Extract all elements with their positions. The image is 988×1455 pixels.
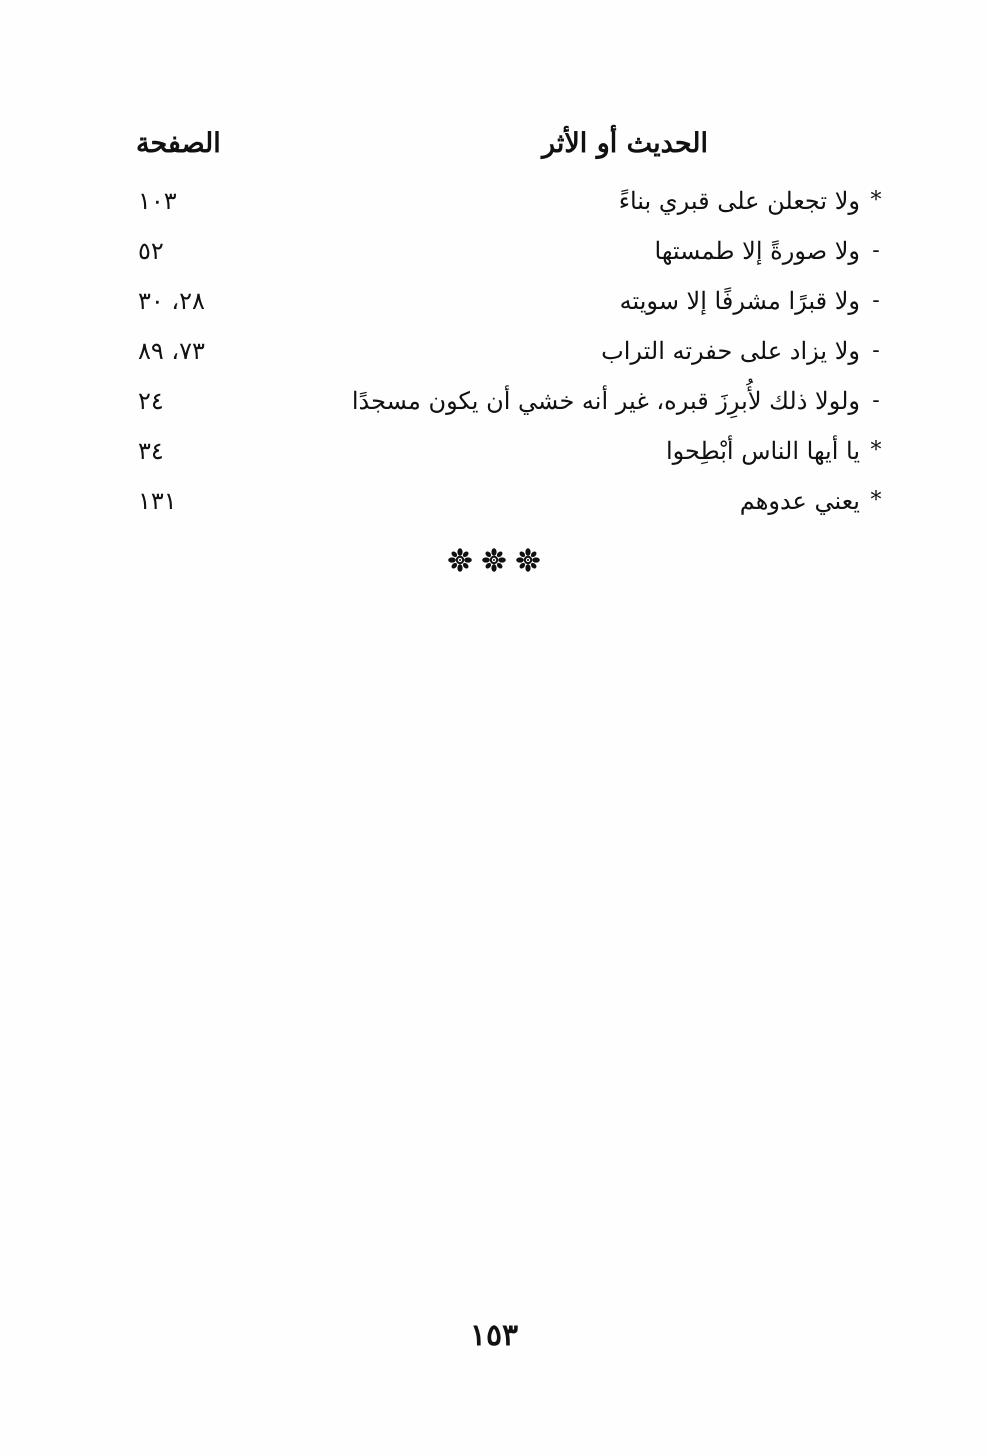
hadith-text: يعني عدوهم [739, 487, 860, 515]
section-divider [0, 548, 988, 572]
page-reference: ٧٣، ٨٩ [138, 337, 205, 365]
row-marker: - [872, 238, 880, 263]
index-row [0, 182, 988, 232]
row-marker: - [872, 288, 880, 313]
page-reference: ١٠٣ [138, 187, 177, 215]
hadith-text: ولا قبرًا مشرفًا إلا سويته [619, 287, 860, 315]
row-marker: - [872, 338, 880, 363]
row-marker: - [872, 388, 880, 413]
hadith-column-heading: الحديث أو الأثر [541, 128, 708, 159]
table-header [0, 128, 988, 172]
row-marker: * [870, 488, 882, 513]
row-marker: * [870, 188, 882, 213]
page-column-heading: الصفحة [136, 128, 221, 159]
hadith-text: ولا تجعلن على قبري بناءً [618, 187, 860, 215]
index-row [0, 382, 988, 432]
page-number: ١٥٣ [469, 1318, 519, 1353]
page-reference: ٢٤ [138, 387, 164, 415]
page-reference: ١٣١ [138, 487, 177, 515]
index-row [0, 332, 988, 382]
row-marker: * [870, 438, 882, 463]
flower-ornament-icon [448, 548, 472, 572]
index-list [0, 182, 988, 532]
hadith-text: ولا يزاد على حفرته التراب [601, 337, 860, 365]
hadith-text: يا أيها الناس أبْطِحوا [665, 437, 860, 465]
index-row [0, 282, 988, 332]
index-row [0, 432, 988, 482]
flower-ornament-icon [516, 548, 540, 572]
index-row [0, 482, 988, 532]
index-row [0, 232, 988, 282]
page-reference: ٥٢ [138, 237, 164, 265]
page-reference: ٣٤ [138, 437, 164, 465]
hadith-text: ولولا ذلك لأُبرِزَ قبره، غير أنه خشي أن يكون مسجدًا [351, 387, 860, 415]
flower-ornament-icon [482, 548, 506, 572]
hadith-text: ولا صورةً إلا طمستها [654, 237, 860, 265]
page-reference: ٢٨، ٣٠ [138, 287, 205, 315]
